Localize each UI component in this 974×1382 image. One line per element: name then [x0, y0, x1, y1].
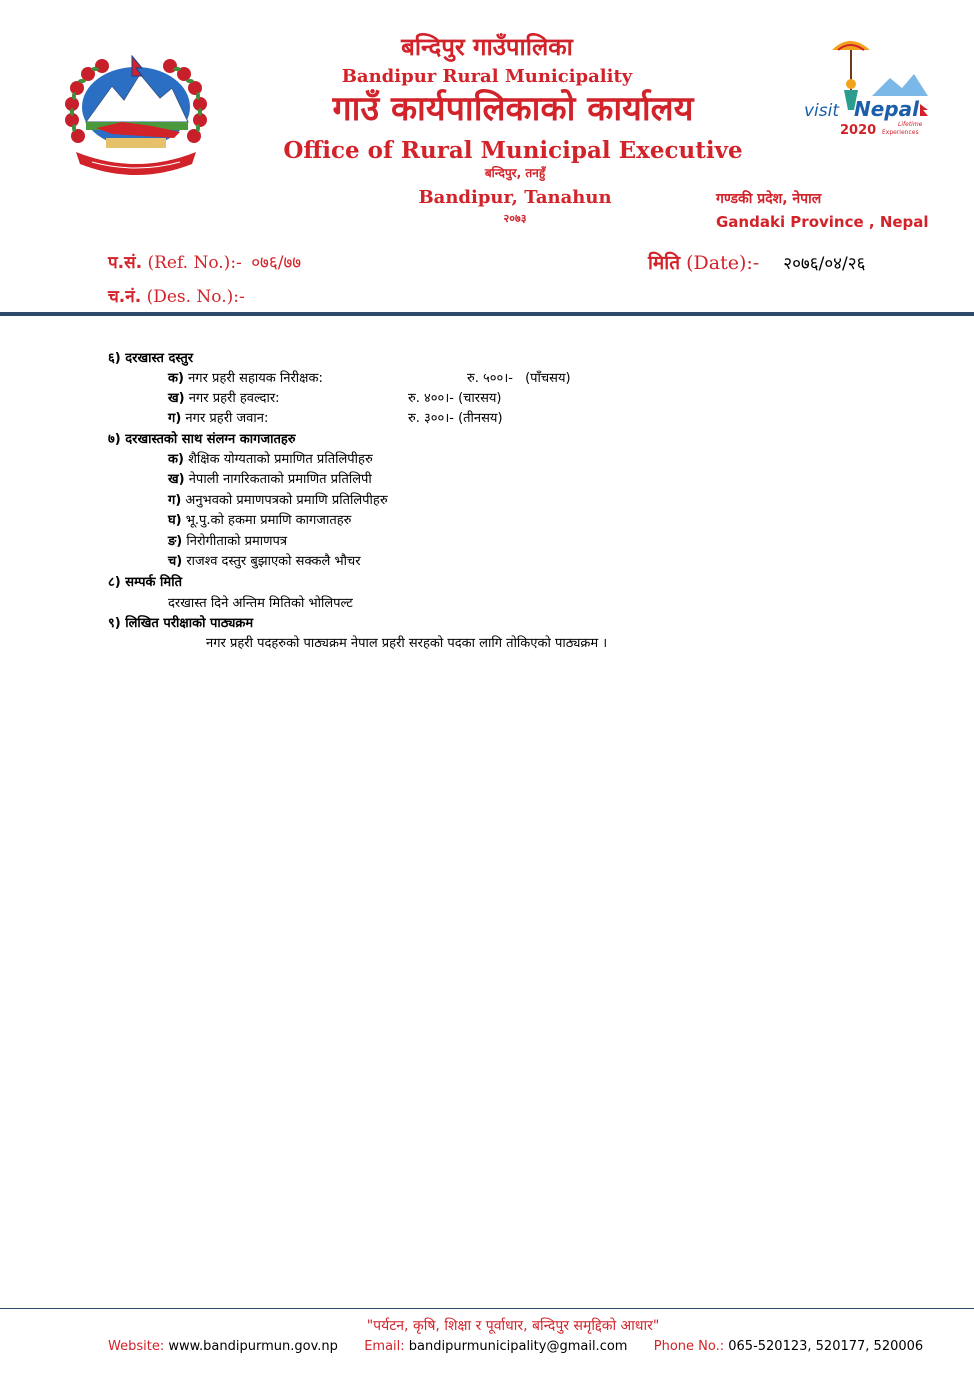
amount: रु. ५००।-: [467, 371, 513, 386]
fee-amount: [408, 409, 503, 429]
fee-item: [168, 389, 280, 409]
item-letter: ख): [168, 472, 185, 487]
item-text: नगर प्रहरी हवल्दार:: [188, 391, 280, 406]
footer-contact-line: [108, 1339, 923, 1354]
section-8-title: ८) सम्पर्क मिति: [108, 575, 182, 590]
svg-text:Experiences: Experiences: [882, 129, 919, 136]
section-9-title: ९) लिखित परीक्षाको पाठ्यक्रम: [108, 616, 254, 631]
amount-words: (तीनसय): [458, 411, 503, 426]
province-english: Gandaki Province , Nepal: [716, 213, 929, 231]
website-label: Website:: [108, 1339, 165, 1354]
email-label: Email:: [364, 1339, 405, 1354]
item-letter: ङ): [168, 534, 183, 549]
document-item: [168, 491, 388, 511]
des-label-nepali: च.नं.: [108, 287, 142, 307]
item-letter: ख): [168, 391, 185, 406]
item-text: नगर प्रहरी जवान:: [185, 411, 269, 426]
item-letter: ग): [168, 493, 182, 508]
svg-text:Nepal: Nepal: [854, 97, 919, 121]
office-name-english: Office of Rural Municipal Executive: [283, 137, 743, 164]
svg-text:visit: visit: [804, 101, 840, 121]
footer-divider: [0, 1308, 974, 1309]
province-nepali: गण्डकी प्रदेश, नेपाल: [716, 191, 822, 207]
fee-amount: [467, 369, 571, 389]
section-6-title: ६) दरखास्त दस्तुर: [108, 351, 194, 366]
item-text: निरोगीताको प्रमाणपत्र: [186, 534, 288, 549]
svg-text:Lifetime: Lifetime: [898, 121, 923, 128]
ref-label-nepali: प.सं.: [108, 253, 143, 273]
dispatch-number-line: [108, 284, 245, 307]
amount: रु. ३००।-: [408, 411, 454, 426]
amount: रु. ४००।-: [408, 391, 454, 406]
item-letter: च): [168, 554, 183, 569]
place-nepali: बन्दिपुर, तनहुँ: [484, 166, 546, 180]
item-text: राजश्व दस्तुर बुझाएको सक्कलै भौचर: [186, 554, 361, 569]
item-letter: क): [168, 452, 184, 467]
header-divider: [0, 312, 974, 316]
date-value: २०७६/०४/२६: [783, 254, 866, 274]
place-english: Bandipur, Tanahun: [418, 187, 612, 208]
item-text: नेपाली नागरिकताको प्रमाणित प्रतिलिपी: [188, 472, 372, 487]
fee-amount: [408, 389, 502, 409]
item-letter: घ): [168, 513, 182, 528]
footer-slogan: "पर्यटन, कृषि, शिक्षा र पूर्वाधार, बन्दिपुर समृद्दिको आधार": [366, 1318, 660, 1334]
item-letter: क): [168, 371, 184, 386]
document-item: [168, 450, 373, 470]
document-item: [168, 470, 372, 490]
established-year: २०७३: [503, 212, 527, 225]
fee-item: [168, 369, 323, 389]
amount-words: (चारसय): [458, 391, 502, 406]
document-item: [168, 532, 287, 552]
des-label-english: (Des. No.):-: [146, 287, 245, 307]
municipality-name-nepali: बन्दिपुर गाउँपालिका: [401, 33, 573, 61]
amount-words: (पाँचसय): [525, 371, 571, 386]
email-link[interactable]: bandipurmunicipality@gmail.com: [408, 1339, 628, 1354]
item-letter: ग): [168, 411, 182, 426]
date-label-english: (Date):-: [686, 252, 760, 274]
item-text: शैक्षिक योग्यताको प्रमाणित प्रतिलिपीहरु: [188, 452, 373, 467]
document-item: [168, 511, 351, 531]
ref-label-english: (Ref. No.):-: [147, 253, 242, 273]
item-text: अनुभवको प्रमाणपत्रको प्रमाणि प्रतिलिपीहरु: [185, 493, 388, 508]
phone-numbers: 065-520123, 520177, 520006: [728, 1339, 924, 1354]
visit-nepal-2020-logo-icon: [798, 30, 930, 140]
item-text: नगर प्रहरी सहायक निरीक्षक:: [188, 371, 323, 386]
section-8-text: दरखास्त दिने अन्तिम मितिको भोलिपल्ट: [168, 596, 353, 611]
document-item: [168, 552, 361, 572]
date-line: [648, 249, 865, 275]
svg-text:2020: 2020: [840, 123, 877, 138]
date-label-nepali: मिति: [648, 252, 681, 274]
office-name-nepali: गाउँ कार्यपालिकाको कार्यालय: [332, 89, 694, 129]
section-9-text: नगर प्रहरी पदहरुको पाठ्यक्रम नेपाल प्रहरी सरहको पदका लागि तोकिएको पाठ्यक्रम ।: [206, 636, 608, 651]
item-text: भू.पु.को हकमा प्रमाणि कागजातहरु: [185, 513, 352, 528]
ref-value: ०७६/७७: [251, 253, 302, 273]
fee-item: [168, 409, 268, 429]
phone-label: Phone No.:: [653, 1339, 725, 1354]
section-7-title: ७) दरखास्तको साथ संलग्न कागजातहरु: [108, 432, 296, 447]
reference-number-line: [108, 250, 301, 273]
website-link[interactable]: www.bandipurmun.gov.np: [168, 1339, 338, 1354]
municipality-name-english: Bandipur Rural Municipality: [341, 66, 633, 87]
